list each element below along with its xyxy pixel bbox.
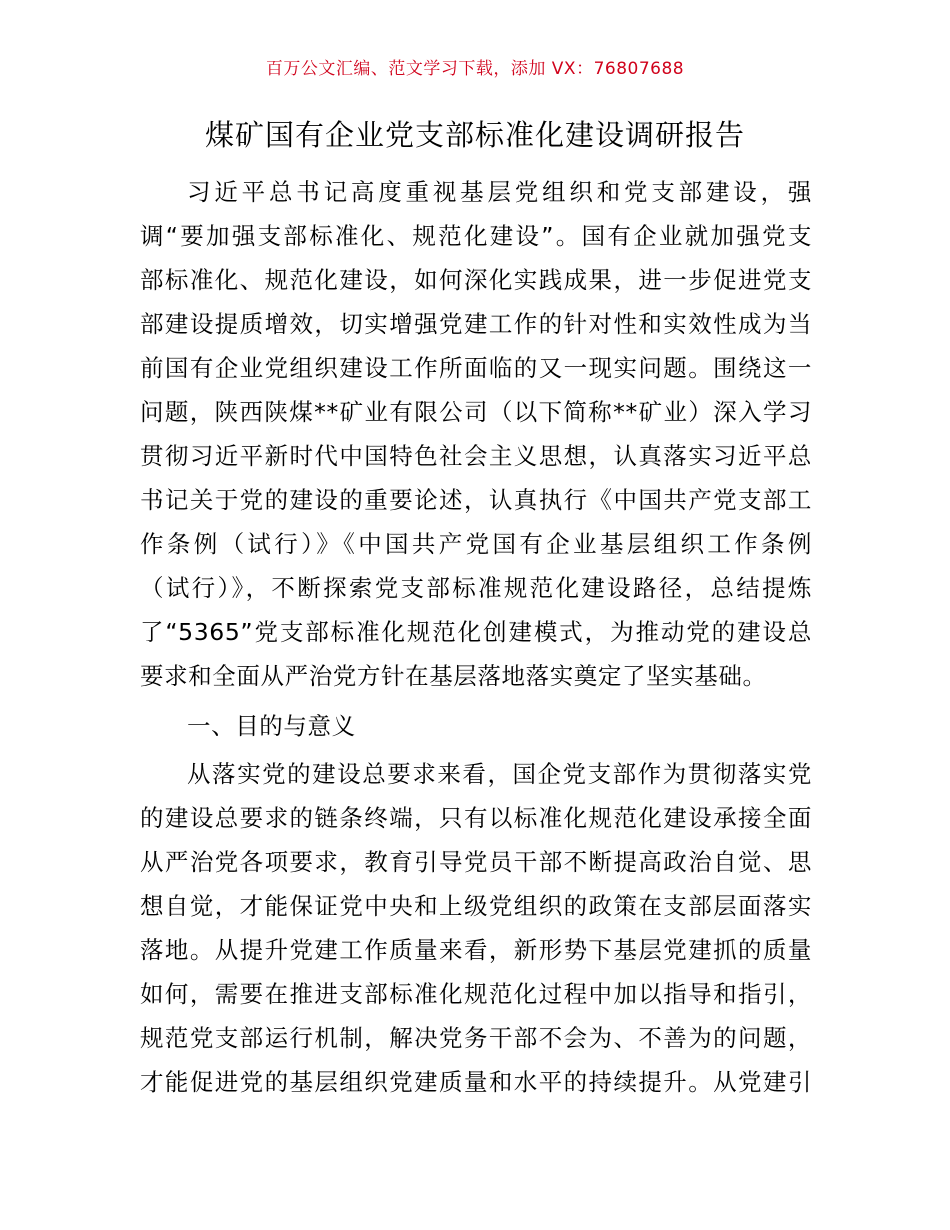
paragraph-purpose [140,752,812,1104]
text-line: 作条例（试行）》《中国共产党国有企业基层组织工作条例 [140,530,812,558]
text-line: 调“要加强支部标准化、规范化建设”。国有企业就加强党支 [140,222,812,250]
text-line: 问题，陕西陕煤**矿业有限公司（以下简称**矿业）深入学习 [140,398,812,426]
text-line: （试行）》，不断探索党支部标准规范化建设路径，总结提炼 [140,574,812,602]
text-line: 落地。从提升党建工作质量来看，新形势下基层党建抓的质量 [140,936,812,964]
text-line: 部建设提质增效，切实增强党建工作的针对性和实效性成为当 [140,310,812,338]
document-title: 煤矿国有企业党支部标准化建设调研报告 [204,118,745,152]
text-line: 从严治党各项要求，教育引导党员干部不断提高政治自觉、思 [140,848,812,876]
text-line: 贯彻习近平新时代中国特色社会主义思想，认真落实习近平总 [140,442,812,470]
text-line: 规范党支部运行机制，解决党务干部不会为、不善为的问题， [140,1024,812,1052]
text-line: 书记关于党的建设的重要论述，认真执行《中国共产党支部工 [140,486,812,514]
text-line: 的建设总要求的链条终端，只有以标准化规范化建设承接全面 [140,804,812,832]
text-line: 前国有企业党组织建设工作所面临的又一现实问题。围绕这一 [140,354,812,382]
section-heading [140,704,812,748]
text-line: 部标准化、规范化建设，如何深化实践成果，进一步促进党支 [140,266,812,294]
text-line: 想自觉，才能保证党中央和上级党组织的政策在支部层面落实 [140,892,812,920]
text-line: 才能促进党的基层组织党建质量和水平的持续提升。从党建引 [140,1068,812,1096]
paragraph-intro [140,170,812,698]
text-line: 如何，需要在推进支部标准化规范化过程中加以指导和指引， [140,980,812,1008]
text-line: 要求和全面从严治党方针在基层落地落实奠定了坚实基础。 [140,662,767,690]
heading-text: 一、目的与意义 [187,712,356,740]
text-line: 习近平总书记高度重视基层党组织和党支部建设，强 [187,178,812,206]
text-line: 了“5365”党支部标准化规范化创建模式，为推动党的建设总 [140,618,812,646]
watermark-banner: 百万公文汇编、范文学习下载，添加 VX：76807688 [265,59,685,79]
text-line: 从落实党的建设总要求来看，国企党支部作为贯彻落实党 [187,760,812,788]
